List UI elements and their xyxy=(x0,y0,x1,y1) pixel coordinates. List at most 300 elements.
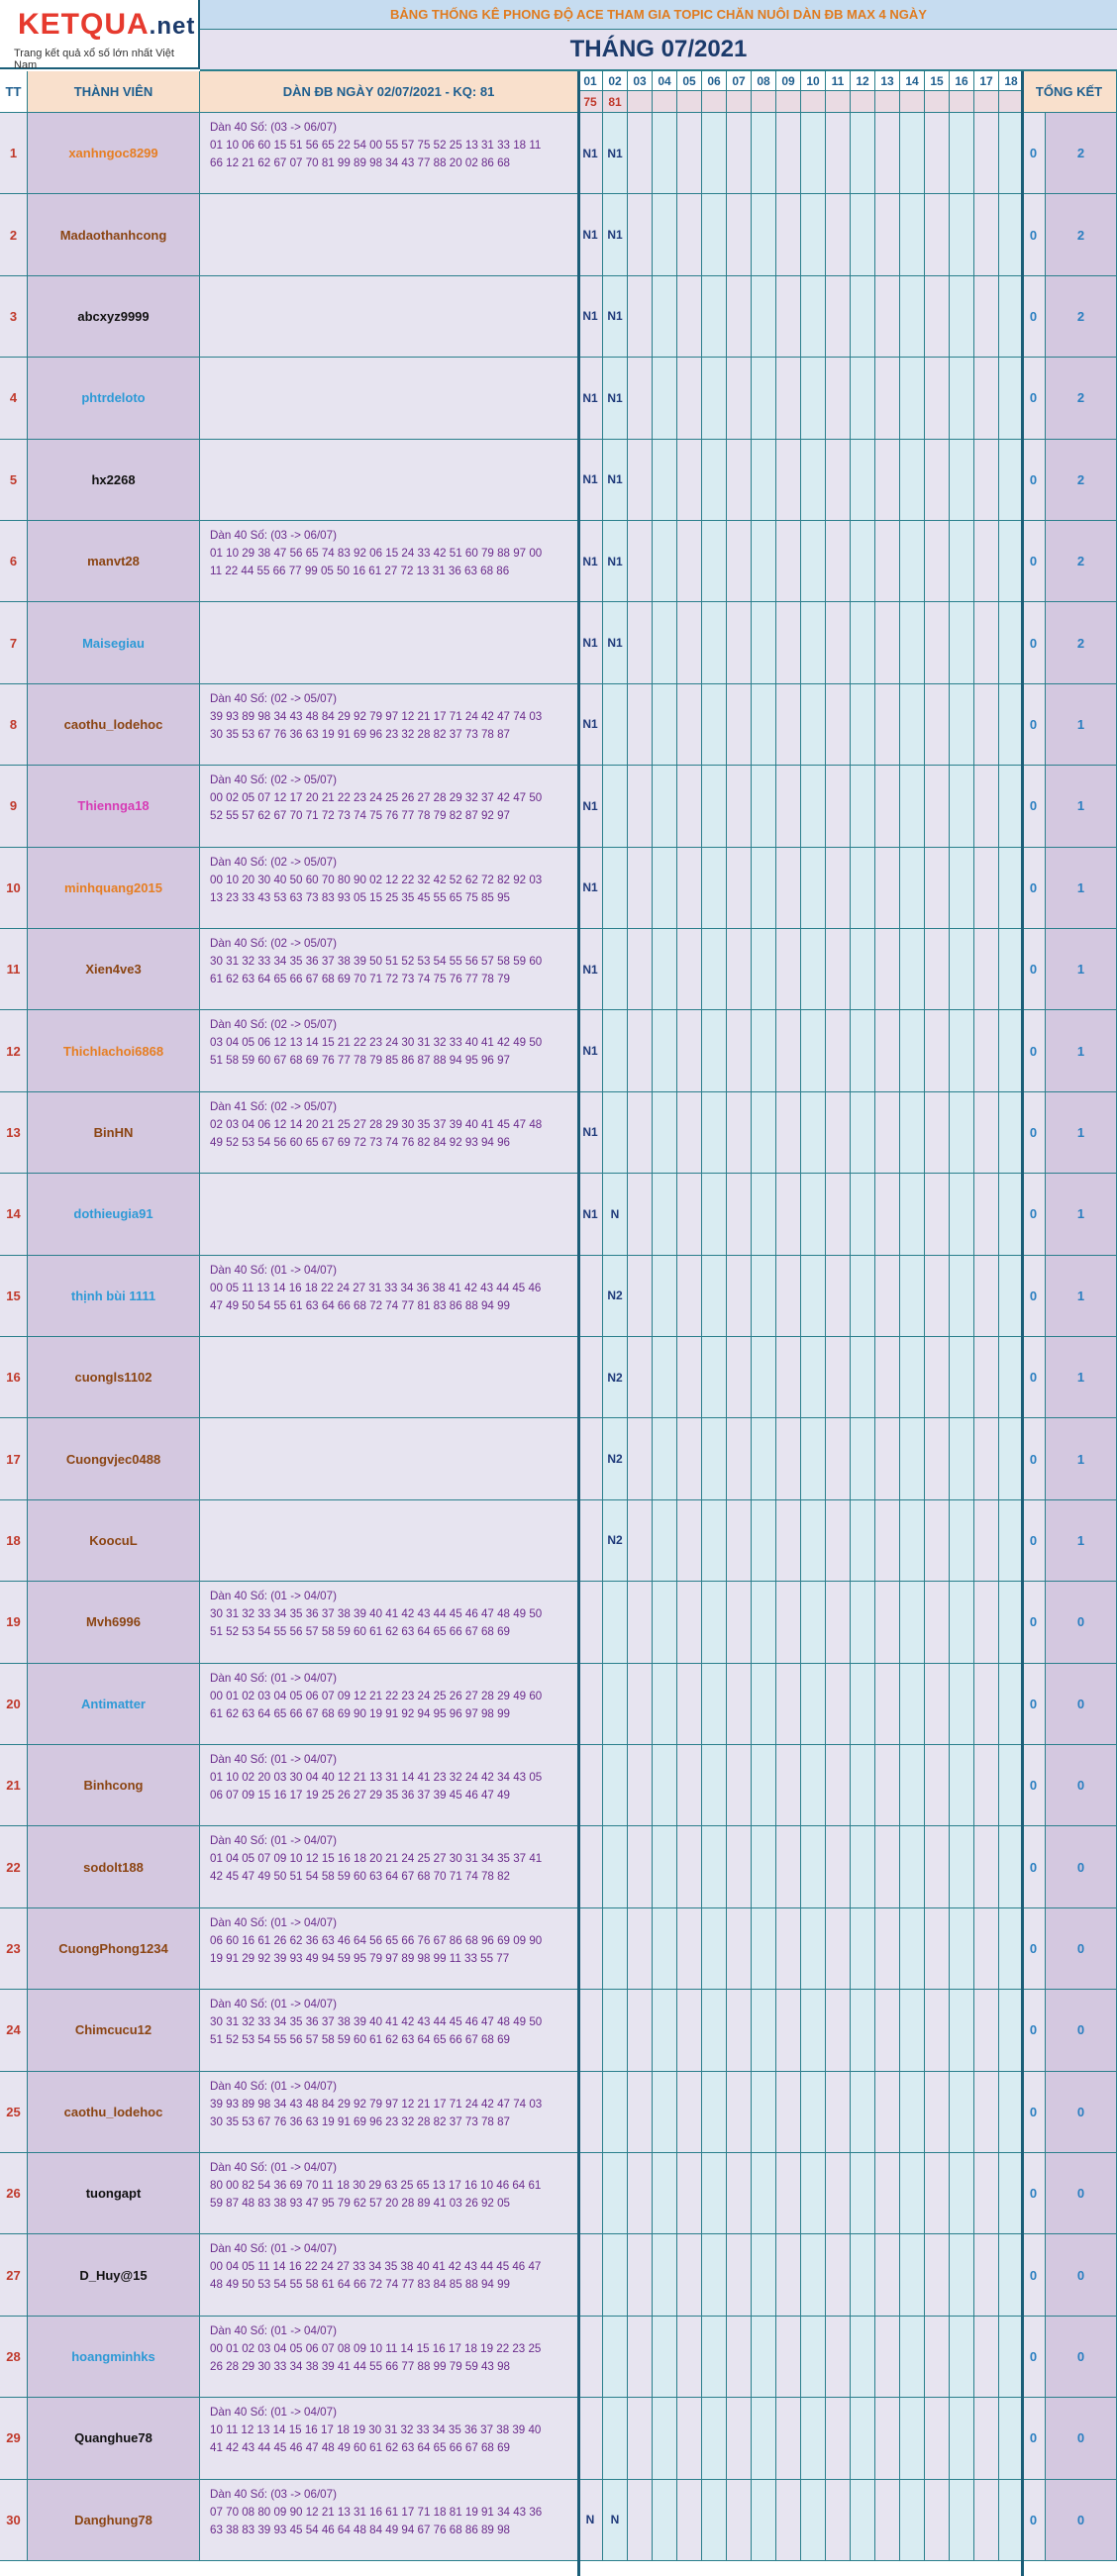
dan-text xyxy=(200,113,577,172)
dan-line: Dàn 40 Số: (01 -> 04/07) xyxy=(210,2406,337,2420)
day-cell xyxy=(752,1418,776,1499)
total-wins: 1 xyxy=(1046,684,1117,766)
day-cell xyxy=(925,1337,950,1418)
member-name[interactable]: phtrdeloto xyxy=(28,358,200,439)
header-day: 18 xyxy=(999,71,1024,91)
member-name[interactable]: Binhcong xyxy=(28,1745,200,1826)
day-cell xyxy=(776,684,801,766)
row-index: 10 xyxy=(0,848,28,929)
day-cell xyxy=(578,2398,603,2479)
day-cell xyxy=(578,2153,603,2234)
day-cell xyxy=(900,848,925,929)
day-cell xyxy=(677,1010,702,1091)
row-index: 1 xyxy=(0,113,28,194)
total-count: 0 xyxy=(1022,2317,1046,2398)
member-name[interactable]: caothu_lodehoc xyxy=(28,684,200,766)
day-cell xyxy=(925,1092,950,1174)
header-kq: 81 xyxy=(603,91,628,113)
total-wins: 2 xyxy=(1046,113,1117,194)
day-cell xyxy=(628,1174,653,1255)
dan-line: 59 87 48 83 38 93 47 95 79 62 57 20 28 89 41 03 26 92 05 xyxy=(210,2197,510,2210)
logo[interactable] xyxy=(0,0,200,69)
day-cell xyxy=(776,1092,801,1174)
day-cell xyxy=(752,1174,776,1255)
day-cell xyxy=(752,1745,776,1826)
member-name[interactable]: sodolt188 xyxy=(28,1826,200,1907)
day-cell: N xyxy=(603,1174,628,1255)
day-cell: N2 xyxy=(603,1337,628,1418)
dan-line: 51 58 59 60 67 68 69 76 77 78 79 85 86 87 88 94 95 96 97 xyxy=(210,1054,510,1068)
day-cell: N2 xyxy=(603,1256,628,1337)
member-name[interactable]: BinHN xyxy=(28,1092,200,1174)
member-name[interactable]: D_Huy@15 xyxy=(28,2234,200,2316)
header-kq xyxy=(801,91,826,113)
day-cell xyxy=(702,1500,727,1582)
header-day: 11 xyxy=(826,71,851,91)
total-count: 0 xyxy=(1022,440,1046,521)
day-cell xyxy=(653,1174,677,1255)
day-cell xyxy=(752,1010,776,1091)
header-tt: TT xyxy=(0,71,28,113)
day-cell: N1 xyxy=(603,194,628,275)
member-name[interactable]: CuongPhong1234 xyxy=(28,1908,200,1990)
dan-line: 61 62 63 64 65 66 67 68 69 70 71 72 73 74 75 76 77 78 79 xyxy=(210,973,510,985)
day-cell xyxy=(702,440,727,521)
row-index: 28 xyxy=(0,2317,28,2398)
day-cell xyxy=(653,2153,677,2234)
day-cell xyxy=(653,2234,677,2316)
day-cell xyxy=(727,1908,752,1990)
row-index: 30 xyxy=(0,2480,28,2561)
day-cell xyxy=(950,602,974,683)
dan-text xyxy=(200,2072,577,2131)
day-cell xyxy=(653,1337,677,1418)
day-cell xyxy=(628,1418,653,1499)
member-name[interactable]: Xien4ve3 xyxy=(28,929,200,1010)
total-wins: 0 xyxy=(1046,2072,1117,2153)
header-kq xyxy=(677,91,702,113)
total-count: 0 xyxy=(1022,929,1046,1010)
day-cell xyxy=(875,766,900,847)
total-count: 0 xyxy=(1022,1664,1046,1745)
day-cell xyxy=(677,1826,702,1907)
day-cell: N1 xyxy=(603,358,628,439)
dan-numbers xyxy=(200,2480,578,2561)
day-cell xyxy=(752,113,776,194)
day-cell: N1 xyxy=(578,358,603,439)
day-cell xyxy=(727,848,752,929)
day-cell xyxy=(702,194,727,275)
day-cell xyxy=(603,2398,628,2479)
day-cell xyxy=(875,1174,900,1255)
total-wins: 2 xyxy=(1046,194,1117,275)
day-cell xyxy=(950,2072,974,2153)
day-cell xyxy=(900,1582,925,1663)
total-count: 0 xyxy=(1022,2153,1046,2234)
day-cell xyxy=(925,2153,950,2234)
day-cell xyxy=(974,1337,999,1418)
day-cell xyxy=(653,684,677,766)
day-cell xyxy=(875,684,900,766)
member-name[interactable]: dothieugia91 xyxy=(28,1174,200,1255)
day-cell xyxy=(776,358,801,439)
member-name[interactable]: minhquang2015 xyxy=(28,848,200,929)
day-cell xyxy=(826,1990,851,2071)
dan-text xyxy=(200,194,577,200)
total-count: 0 xyxy=(1022,602,1046,683)
total-wins: 1 xyxy=(1046,1174,1117,1255)
dan-line: 51 52 53 54 55 56 57 58 59 60 61 62 63 64 65 66 67 68 69 xyxy=(210,1625,510,1639)
day-cell xyxy=(900,358,925,439)
day-cell xyxy=(628,766,653,847)
day-cell xyxy=(628,2072,653,2153)
dan-numbers xyxy=(200,766,578,847)
dan-line: Dàn 40 Số: (02 -> 05/07) xyxy=(210,773,337,787)
member-name[interactable]: xanhngoc8299 xyxy=(28,113,200,194)
day-cell xyxy=(776,1745,801,1826)
total-count: 0 xyxy=(1022,1826,1046,1907)
day-cell xyxy=(776,1337,801,1418)
member-name[interactable]: hoangminhks xyxy=(28,2317,200,2398)
member-name[interactable]: Thichlachoi6868 xyxy=(28,1010,200,1091)
day-cell xyxy=(628,1745,653,1826)
day-cell xyxy=(752,1826,776,1907)
day-cell xyxy=(851,358,875,439)
day-cell xyxy=(826,684,851,766)
member-name[interactable]: cuongls1102 xyxy=(28,1337,200,1418)
dan-numbers xyxy=(200,602,578,683)
day-cell xyxy=(950,1745,974,1826)
day-cell xyxy=(925,1990,950,2071)
row-index: 7 xyxy=(0,602,28,683)
day-cell xyxy=(578,1256,603,1337)
day-cell xyxy=(702,276,727,358)
day-cell xyxy=(851,440,875,521)
day-cell xyxy=(974,1745,999,1826)
member-name[interactable]: manvt28 xyxy=(28,521,200,602)
day-cell xyxy=(653,358,677,439)
day-cell xyxy=(677,1418,702,1499)
logo-tagline: Trang kết quả xổ số lớn nhất Việt Nam xyxy=(14,48,174,71)
day-cell xyxy=(628,2234,653,2316)
day-cell xyxy=(950,1990,974,2071)
day-cell xyxy=(628,1908,653,1990)
day-cell xyxy=(974,194,999,275)
dan-line: Dàn 40 Số: (03 -> 06/07) xyxy=(210,2487,337,2501)
row-index: 22 xyxy=(0,1826,28,1907)
day-cell xyxy=(925,848,950,929)
day-cell xyxy=(974,1174,999,1255)
dan-line: Dàn 40 Số: (01 -> 04/07) xyxy=(210,2242,337,2256)
day-cell xyxy=(826,1664,851,1745)
day-cell xyxy=(727,1010,752,1091)
member-name[interactable]: abcxyz9999 xyxy=(28,276,200,358)
day-cell xyxy=(603,1908,628,1990)
row-index: 18 xyxy=(0,1500,28,1582)
day-cell xyxy=(628,684,653,766)
day-cell xyxy=(801,2234,826,2316)
day-cell xyxy=(851,2234,875,2316)
header-kq xyxy=(950,91,974,113)
header-day: 04 xyxy=(653,71,677,91)
total-wins: 1 xyxy=(1046,1337,1117,1418)
total-wins: 1 xyxy=(1046,1010,1117,1091)
dan-text xyxy=(200,276,577,282)
day-cell xyxy=(776,1256,801,1337)
day-cell xyxy=(974,2480,999,2561)
header-kq xyxy=(702,91,727,113)
day-cell xyxy=(628,276,653,358)
day-cell xyxy=(677,2398,702,2479)
member-name[interactable]: hx2268 xyxy=(28,440,200,521)
day-cell xyxy=(776,1010,801,1091)
day-cell xyxy=(702,2480,727,2561)
day-cell xyxy=(603,2153,628,2234)
day-cell xyxy=(925,766,950,847)
day-cell xyxy=(851,2398,875,2479)
day-cell xyxy=(677,1582,702,1663)
total-wins: 0 xyxy=(1046,1745,1117,1826)
dan-line: 19 91 29 92 39 93 49 94 59 95 79 97 89 98 99 11 33 55 77 xyxy=(210,1951,510,1965)
day-cell xyxy=(603,1092,628,1174)
day-cell xyxy=(925,1826,950,1907)
day-cell xyxy=(950,113,974,194)
member-name[interactable]: Chimcucu12 xyxy=(28,1990,200,2071)
day-cell xyxy=(974,2072,999,2153)
day-cell xyxy=(603,1990,628,2071)
total-wins: 1 xyxy=(1046,766,1117,847)
day-cell xyxy=(677,358,702,439)
dan-text xyxy=(200,1092,577,1152)
day-cell xyxy=(653,1908,677,1990)
day-cell xyxy=(752,929,776,1010)
day-cell xyxy=(801,1010,826,1091)
day-cell xyxy=(925,2072,950,2153)
day-cell xyxy=(776,602,801,683)
day-cell xyxy=(974,1826,999,1907)
day-cell xyxy=(801,929,826,1010)
day-cell xyxy=(628,602,653,683)
day-cell xyxy=(925,1908,950,1990)
day-cell xyxy=(900,1256,925,1337)
total-count: 0 xyxy=(1022,1418,1046,1499)
dan-line: 61 62 63 64 65 66 67 68 69 90 19 91 92 94 95 96 97 98 99 xyxy=(210,1706,510,1720)
total-wins: 0 xyxy=(1046,1990,1117,2071)
dan-text xyxy=(200,2398,577,2457)
dan-text xyxy=(200,1745,577,1804)
day-cell xyxy=(950,2153,974,2234)
day-cell xyxy=(950,194,974,275)
dan-line: 00 02 05 07 12 17 20 21 22 23 24 25 26 27 28 29 32 37 42 47 50 xyxy=(210,791,543,805)
day-cell xyxy=(826,848,851,929)
day-cell xyxy=(950,848,974,929)
day-cell xyxy=(702,684,727,766)
day-cell xyxy=(727,358,752,439)
day-cell xyxy=(727,602,752,683)
member-name[interactable]: Antimatter xyxy=(28,1664,200,1745)
total-wins: 1 xyxy=(1046,1256,1117,1337)
member-name[interactable]: Madaothanhcong xyxy=(28,194,200,275)
day-cell xyxy=(875,2480,900,2561)
member-name[interactable]: Quanghue78 xyxy=(28,2398,200,2479)
member-name[interactable]: Danghung78 xyxy=(28,2480,200,2561)
dan-text xyxy=(200,1582,577,1641)
day-cell xyxy=(801,2480,826,2561)
logo-brand: KETQUA xyxy=(18,8,150,41)
row-index: 2 xyxy=(0,194,28,275)
day-cell xyxy=(727,1500,752,1582)
day-cell xyxy=(826,2317,851,2398)
day-cell xyxy=(826,766,851,847)
header-kq xyxy=(826,91,851,113)
day-cell xyxy=(851,2072,875,2153)
day-cell xyxy=(628,1337,653,1418)
day-cell xyxy=(628,358,653,439)
row-index: 8 xyxy=(0,684,28,766)
day-cell xyxy=(776,848,801,929)
dan-text xyxy=(200,1418,577,1424)
day-cell xyxy=(851,1256,875,1337)
dan-line: Dàn 40 Số: (01 -> 04/07) xyxy=(210,2161,337,2174)
total-wins: 2 xyxy=(1046,276,1117,358)
day-cell xyxy=(677,276,702,358)
dan-line: 01 10 29 38 47 56 65 74 83 92 06 15 24 33 42 51 60 79 88 97 00 xyxy=(210,547,543,560)
day-cell xyxy=(677,2480,702,2561)
day-cell xyxy=(974,2234,999,2316)
day-cell xyxy=(677,684,702,766)
day-cell xyxy=(900,2317,925,2398)
day-cell xyxy=(950,684,974,766)
dan-numbers xyxy=(200,194,578,275)
day-cell xyxy=(752,684,776,766)
member-name[interactable]: thịnh bùi 1111 xyxy=(28,1256,200,1337)
day-cell xyxy=(702,1826,727,1907)
header-day: 12 xyxy=(851,71,875,91)
day-cell xyxy=(950,358,974,439)
day-cell xyxy=(727,929,752,1010)
day-cell xyxy=(628,1664,653,1745)
day-cell xyxy=(875,2398,900,2479)
day-cell xyxy=(702,1337,727,1418)
day-cell xyxy=(826,1745,851,1826)
day-cell xyxy=(702,358,727,439)
day-cell xyxy=(974,848,999,929)
column-divider xyxy=(577,71,580,2576)
day-cell xyxy=(826,1826,851,1907)
day-cell xyxy=(776,1664,801,1745)
day-cell xyxy=(900,1745,925,1826)
day-cell xyxy=(925,1664,950,1745)
day-cell xyxy=(628,2480,653,2561)
day-cell xyxy=(776,2398,801,2479)
dan-line: 42 45 47 49 50 51 54 58 59 60 63 64 67 68 70 71 74 78 82 xyxy=(210,1870,510,1884)
day-cell xyxy=(875,440,900,521)
row-index: 20 xyxy=(0,1664,28,1745)
day-cell xyxy=(677,2153,702,2234)
dan-numbers xyxy=(200,521,578,602)
day-cell xyxy=(851,848,875,929)
member-name[interactable]: Cuongvjec0488 xyxy=(28,1418,200,1499)
member-name[interactable]: Mvh6996 xyxy=(28,1582,200,1663)
dan-text xyxy=(200,1256,577,1315)
day-cell xyxy=(752,1092,776,1174)
day-cell xyxy=(776,1500,801,1582)
dan-line: 63 38 83 39 93 45 54 46 64 48 84 49 94 67 76 68 86 89 98 xyxy=(210,2523,510,2536)
total-count: 0 xyxy=(1022,848,1046,929)
day-cell xyxy=(875,1337,900,1418)
row-index: 24 xyxy=(0,1990,28,2071)
day-cell xyxy=(801,2072,826,2153)
day-cell xyxy=(801,1908,826,1990)
member-name[interactable]: Thiennga18 xyxy=(28,766,200,847)
total-count: 0 xyxy=(1022,1337,1046,1418)
day-cell xyxy=(950,2480,974,2561)
day-cell xyxy=(677,440,702,521)
dan-numbers xyxy=(200,1256,578,1337)
day-cell xyxy=(974,440,999,521)
dan-numbers xyxy=(200,1500,578,1582)
member-name[interactable]: tuongapt xyxy=(28,2153,200,2234)
day-cell xyxy=(900,1990,925,2071)
total-count: 0 xyxy=(1022,1745,1046,1826)
row-index: 26 xyxy=(0,2153,28,2234)
dan-line: 49 52 53 54 56 60 65 67 69 72 73 74 76 82 84 92 93 94 96 xyxy=(210,1135,510,1149)
day-cell xyxy=(900,1500,925,1582)
day-cell xyxy=(801,1418,826,1499)
day-cell xyxy=(702,602,727,683)
day-cell xyxy=(974,2153,999,2234)
day-cell xyxy=(578,1664,603,1745)
day-cell xyxy=(950,2317,974,2398)
dan-numbers xyxy=(200,1174,578,1255)
day-cell xyxy=(875,602,900,683)
day-cell xyxy=(974,929,999,1010)
day-cell xyxy=(653,1745,677,1826)
day-cell xyxy=(653,1826,677,1907)
member-name[interactable]: Maisegiau xyxy=(28,602,200,683)
member-name[interactable]: KoocuL xyxy=(28,1500,200,1582)
header-kq xyxy=(851,91,875,113)
day-cell xyxy=(653,2480,677,2561)
day-cell xyxy=(603,2072,628,2153)
dan-line: Dàn 40 Số: (03 -> 06/07) xyxy=(210,529,337,542)
dan-text xyxy=(200,521,577,580)
day-cell xyxy=(950,1826,974,1907)
day-cell xyxy=(826,602,851,683)
header-day: 07 xyxy=(727,71,752,91)
day-cell xyxy=(727,194,752,275)
header-kq xyxy=(776,91,801,113)
member-name[interactable]: caothu_lodehoc xyxy=(28,2072,200,2153)
day-cell xyxy=(900,194,925,275)
day-cell xyxy=(950,1092,974,1174)
day-cell xyxy=(875,1256,900,1337)
total-wins: 1 xyxy=(1046,1500,1117,1582)
dan-numbers xyxy=(200,2317,578,2398)
day-cell xyxy=(776,276,801,358)
row-index: 19 xyxy=(0,1582,28,1663)
day-cell xyxy=(727,1745,752,1826)
day-cell xyxy=(628,2398,653,2479)
day-cell xyxy=(702,2072,727,2153)
header-kq xyxy=(974,91,999,113)
day-cell xyxy=(727,276,752,358)
day-cell xyxy=(653,602,677,683)
day-cell xyxy=(603,929,628,1010)
dan-text xyxy=(200,1500,577,1506)
dan-line: 47 49 50 54 55 61 63 64 66 68 72 74 77 81 83 86 88 94 99 xyxy=(210,1298,510,1312)
total-wins: 0 xyxy=(1046,2398,1117,2479)
